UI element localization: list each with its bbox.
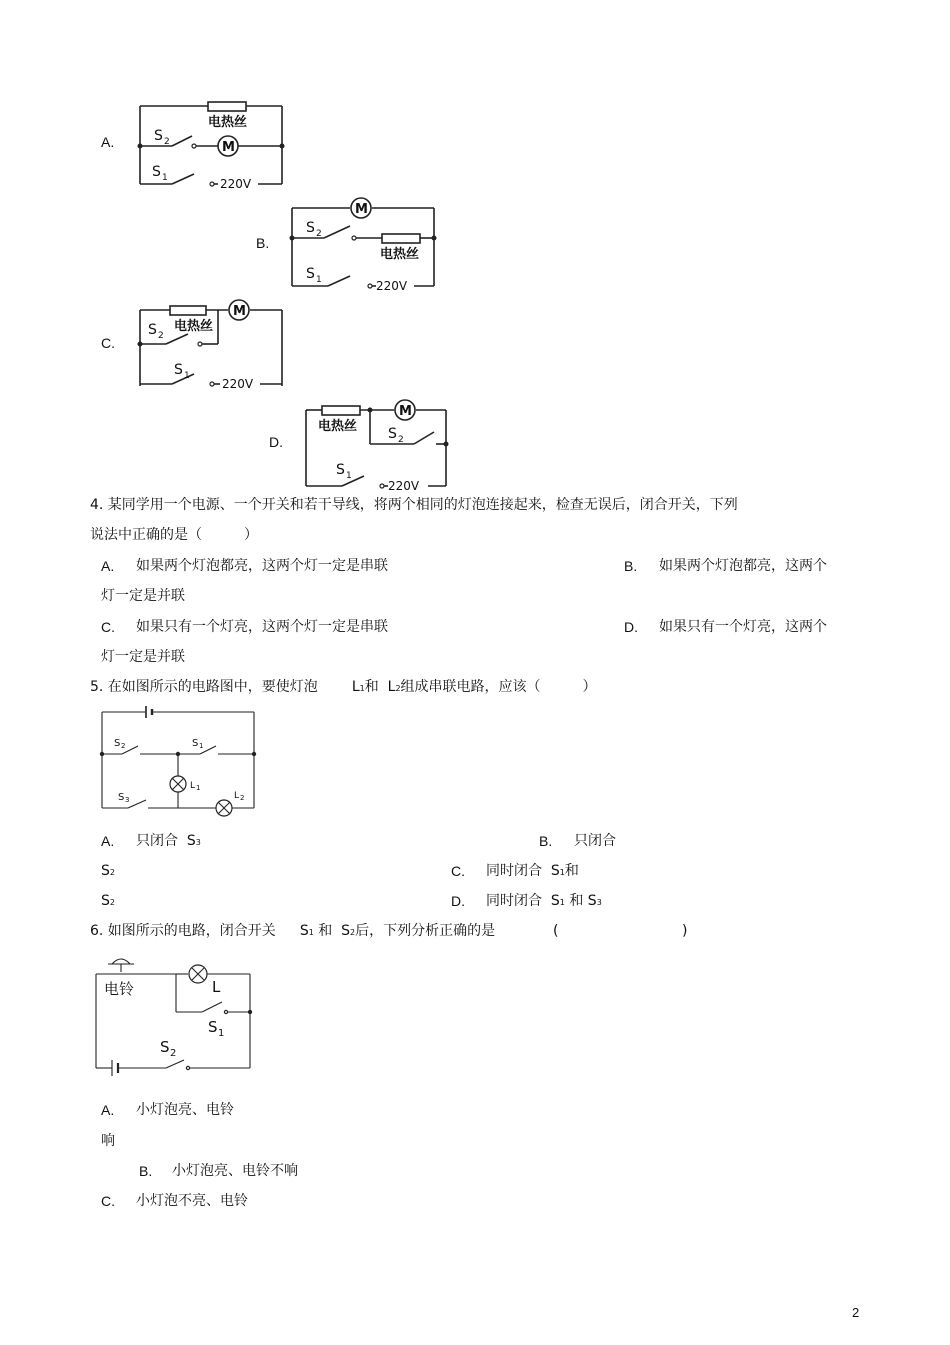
q5-option-a-text: 只闭合 S3 <box>136 833 201 849</box>
circuit-diagram-d <box>302 394 462 494</box>
svg-text:1: 1 <box>316 275 322 285</box>
svg-text:2: 2 <box>170 1048 177 1059</box>
q4-stem-line1: 4. 某同学用一个电源、一个开关和若干导线，将两个相同的灯泡连接起来，检查无误后，闭合开关，下列 <box>90 497 738 513</box>
q4-option-b-continued: 灯一定是并联 <box>101 588 185 604</box>
svg-text:2: 2 <box>240 794 245 802</box>
motor-label: M <box>222 140 235 155</box>
svg-text:2: 2 <box>164 137 170 147</box>
svg-text:电热丝: 电热丝 <box>318 419 358 434</box>
option-b-label: B. <box>256 235 270 251</box>
svg-text:S: S <box>306 266 315 282</box>
svg-text:S: S <box>208 1018 218 1036</box>
svg-text:1: 1 <box>199 742 204 750</box>
svg-text:电热丝: 电热丝 <box>380 247 420 262</box>
page-number: 2 <box>852 1305 860 1320</box>
q5-option-c-continued: S2 <box>101 893 115 909</box>
q4-option-d-continued: 灯一定是并联 <box>101 649 185 665</box>
svg-text:S: S <box>388 426 397 442</box>
svg-text:S: S <box>336 462 345 478</box>
q5-option-c-text: 同时闭合 S1和 <box>486 863 579 879</box>
svg-text:1: 1 <box>346 471 352 481</box>
svg-text:1: 1 <box>218 1028 225 1039</box>
svg-text:M: M <box>399 404 412 419</box>
q4-option-c-label: C. <box>101 619 115 635</box>
svg-text:M: M <box>355 202 368 217</box>
q5-option-c-label: C. <box>451 863 465 879</box>
svg-text:220V: 220V <box>222 377 254 391</box>
q4-option-a-text: 如果两个灯泡都亮，这两个灯一定是串联 <box>136 558 388 574</box>
circuit-diagram-c <box>136 296 296 392</box>
q6-option-c-label: C. <box>101 1193 115 1209</box>
option-c-label: C. <box>101 335 115 351</box>
option-d-label: D. <box>269 434 283 450</box>
q4-option-b-label: B. <box>624 558 638 574</box>
svg-text:L: L <box>190 781 196 791</box>
q6-option-b-text: 小灯泡亮、电铃不响 <box>172 1163 298 1179</box>
q5-option-a-label: A. <box>101 833 115 849</box>
q4-option-d-label: D. <box>624 619 638 635</box>
svg-text:S: S <box>118 792 125 803</box>
svg-text:S: S <box>114 738 121 749</box>
svg-text:S: S <box>148 322 157 338</box>
svg-text:2: 2 <box>398 435 404 445</box>
circuit-diagram-a <box>136 98 296 191</box>
svg-text:1: 1 <box>196 784 201 792</box>
svg-text:2: 2 <box>316 229 322 239</box>
svg-text:S: S <box>306 220 315 236</box>
heater-label: 电热丝 <box>208 115 248 130</box>
svg-text:电热丝: 电热丝 <box>174 319 214 334</box>
option-a-label: A. <box>101 134 115 150</box>
q4-stem-line2: 说法中正确的是（ ） <box>90 527 258 543</box>
svg-text:L: L <box>234 791 240 801</box>
svg-text:S: S <box>192 738 199 749</box>
svg-text:S: S <box>174 362 183 378</box>
svg-text:1: 1 <box>162 173 168 183</box>
q6-option-a-label: A. <box>101 1102 115 1118</box>
q6-circuit-diagram <box>90 952 260 1082</box>
q5-option-b-continued: S2 <box>101 863 115 879</box>
q4-option-c-text: 如果只有一个灯亮，这两个灯一定是串联 <box>136 619 388 635</box>
q4-option-d-text: 如果只有一个灯亮，这两个 <box>659 619 827 635</box>
svg-text:S: S <box>152 164 161 180</box>
svg-text:S: S <box>154 128 163 144</box>
q5-stem: 5. 在如图所示的电路图中，要使灯泡 L1和 L2组成串联电路，应该（ ） <box>90 679 597 695</box>
q4-option-a-label: A. <box>101 558 115 574</box>
svg-text:S: S <box>160 1038 170 1056</box>
q6-paren-close: ) <box>682 923 688 939</box>
svg-text:2: 2 <box>121 742 126 750</box>
svg-text:L: L <box>212 978 221 996</box>
svg-text:220V: 220V <box>376 279 408 293</box>
q5-circuit-diagram <box>96 704 266 812</box>
q6-option-a-continued: 响 <box>101 1133 115 1149</box>
bell-label: 电铃 <box>104 980 135 998</box>
q6-paren-open: ( <box>553 923 559 939</box>
q5-option-d-label: D. <box>451 893 465 909</box>
q5-option-b-label: B. <box>539 833 553 849</box>
svg-text:2: 2 <box>158 331 164 341</box>
q6-option-b-label: B. <box>139 1163 153 1179</box>
q5-option-d-text: 同时闭合 S1 和 S3 <box>486 893 602 909</box>
q6-stem: 6. 如图所示的电路，闭合开关 S1 和 S2后，下列分析正确的是 <box>90 923 496 939</box>
voltage-label: 220V <box>220 177 252 191</box>
q6-option-c-text: 小灯泡不亮、电铃 <box>136 1193 248 1209</box>
q4-option-b-text: 如果两个灯泡都亮，这两个 <box>659 558 827 574</box>
svg-text:M: M <box>233 304 246 319</box>
q6-option-a-text: 小灯泡亮、电铃 <box>136 1102 234 1118</box>
svg-text:1: 1 <box>184 371 190 381</box>
svg-text:220V: 220V <box>388 479 420 493</box>
svg-text:3: 3 <box>125 796 130 804</box>
circuit-diagram-b <box>288 194 448 294</box>
q5-option-b-text: 只闭合 <box>574 833 616 849</box>
